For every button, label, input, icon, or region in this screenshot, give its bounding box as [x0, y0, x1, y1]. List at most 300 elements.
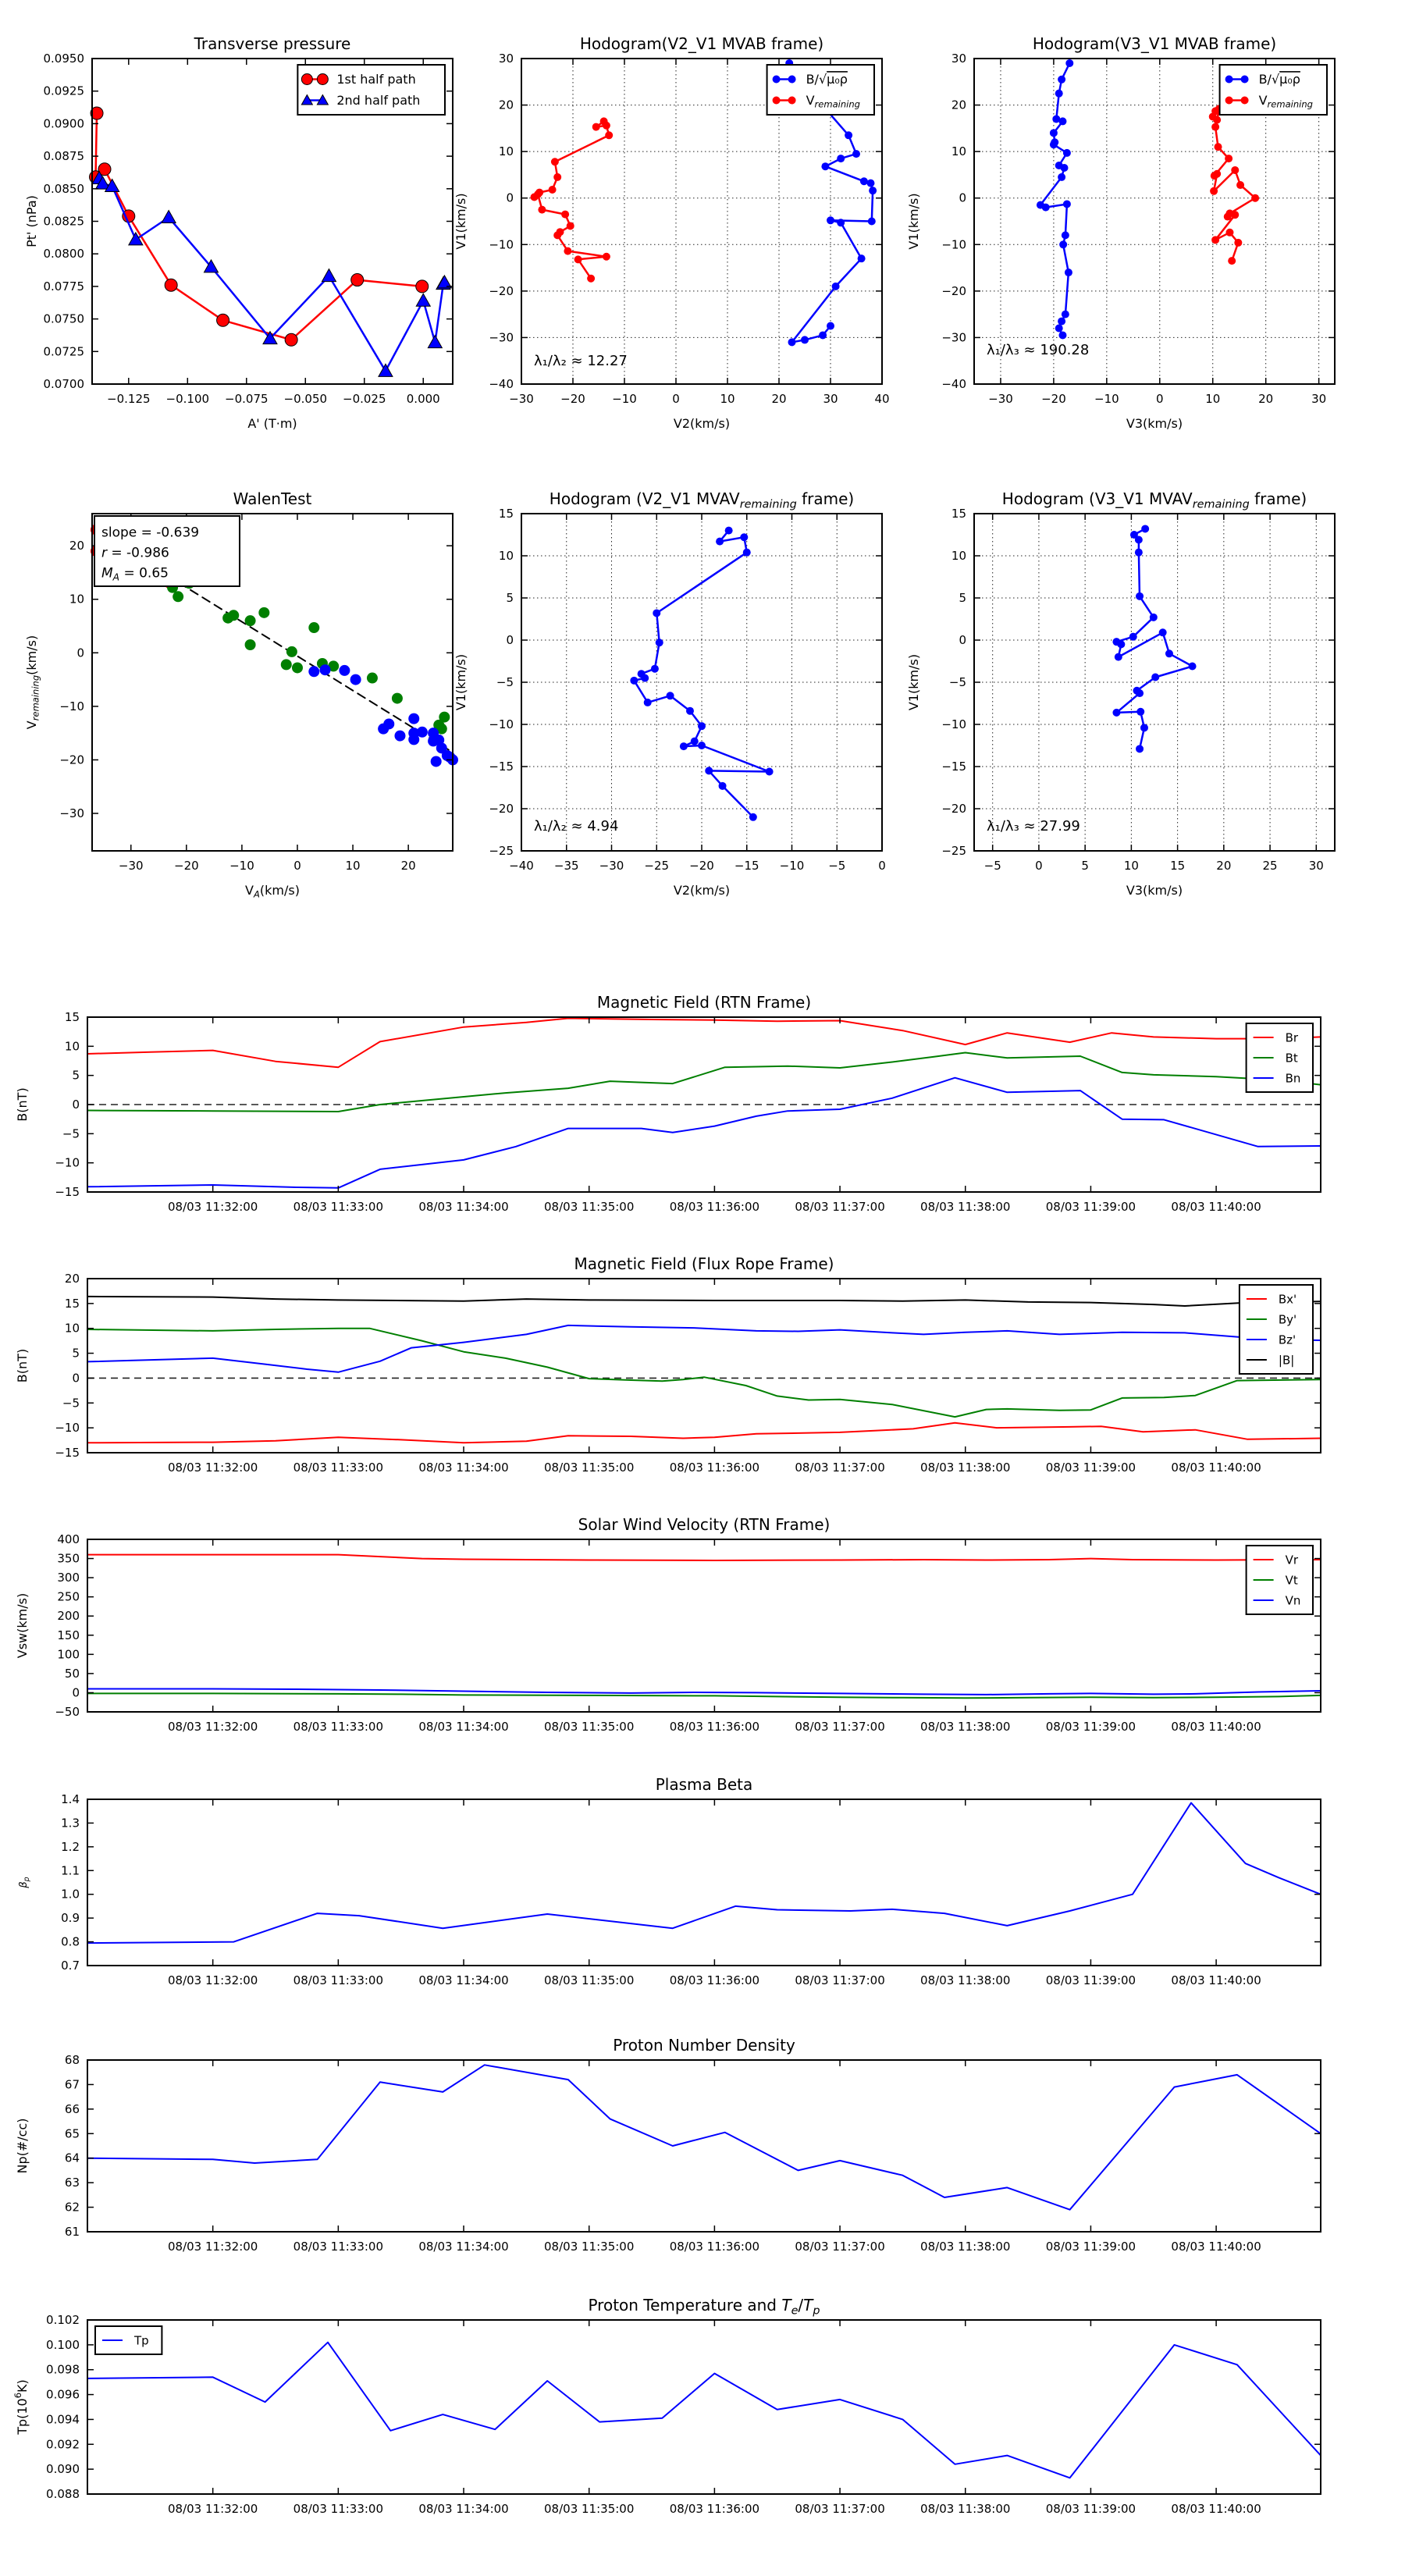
svg-text:−5: −5 — [828, 859, 846, 873]
svg-text:10: 10 — [498, 144, 514, 159]
series-vr — [87, 1555, 1321, 1560]
svg-text:5: 5 — [506, 591, 514, 605]
svg-text:15: 15 — [1170, 859, 1186, 873]
svg-text:64: 64 — [64, 2151, 80, 2165]
svg-text:08/03 11:35:00: 08/03 11:35:00 — [544, 1720, 635, 1734]
svg-text:MA = 0.65: $M_A = 0.65$ — [101, 565, 169, 583]
panel-plasma-beta — [18, 1775, 1321, 1987]
svg-text:−15: −15 — [55, 1185, 80, 1199]
y-axis-label — [12, 2379, 30, 2435]
svg-text:40: 40 — [874, 392, 890, 406]
series-last-interval — [308, 664, 458, 767]
series-alfven-speed — [1037, 59, 1073, 339]
svg-text:B/√μ₀ρ: B/√μ₀ρ — [1258, 72, 1300, 87]
svg-text:−30: −30 — [599, 859, 624, 873]
svg-text:08/03 11:34:00: 08/03 11:34:00 — [418, 1200, 509, 1214]
chart-title: Hodogram (V3_V1 $MVAV_{remaining}$ frame) — [1001, 489, 1307, 511]
y-axis-label — [24, 195, 39, 247]
svg-text:−10: −10 — [489, 237, 514, 252]
svg-text:Vr: Vr — [1285, 1553, 1299, 1567]
axes-spines — [87, 2060, 1321, 2232]
svg-text:−0.050: −0.050 — [283, 392, 328, 406]
svg-text:B/√μ₀ρ: B/√μ₀ρ — [806, 72, 848, 87]
tick-labels — [55, 1532, 1261, 1734]
svg-text:1.2: 1.2 — [61, 1839, 80, 1854]
svg-text:15: 15 — [64, 1296, 80, 1311]
svg-text:V1(km/s): V1(km/s) — [906, 653, 921, 711]
ticks — [87, 2060, 1321, 2232]
svg-text:−10: −10 — [55, 1155, 80, 1170]
svg-text:−10: −10 — [1094, 392, 1119, 406]
svg-text:−25: −25 — [644, 859, 670, 873]
svg-text:0: 0 — [76, 646, 84, 660]
svg-text:−20: −20 — [689, 859, 714, 873]
svg-text:15: 15 — [64, 1010, 80, 1024]
svg-text:08/03 11:36:00: 08/03 11:36:00 — [669, 1200, 760, 1214]
svg-text:15: 15 — [951, 507, 966, 521]
svg-text:0: 0 — [72, 1371, 80, 1386]
svg-text:B(nT): B(nT) — [15, 1087, 30, 1122]
svg-text:08/03 11:38:00: 08/03 11:38:00 — [920, 1461, 1011, 1475]
svg-text:−5: −5 — [496, 675, 514, 689]
tick-labels — [65, 2053, 1261, 2254]
svg-text:0.096: 0.096 — [46, 2387, 80, 2402]
svg-text:Br: Br — [1285, 1030, 1299, 1045]
svg-text:0.0900: 0.0900 — [43, 116, 84, 131]
svg-text:Vn: Vn — [1285, 1593, 1301, 1608]
svg-text:08/03 11:37:00: 08/03 11:37:00 — [795, 1461, 885, 1475]
svg-text:0.0700: 0.0700 — [43, 377, 84, 391]
svg-text:30: 30 — [951, 52, 966, 66]
svg-text:Tp: Tp — [134, 2333, 149, 2348]
svg-text:10: 10 — [345, 859, 361, 873]
svg-text:−30: −30 — [941, 330, 966, 345]
svg-text:08/03 11:36:00: 08/03 11:36:00 — [669, 1461, 760, 1475]
svg-text:−20: −20 — [941, 283, 966, 298]
svg-text:08/03 11:38:00: 08/03 11:38:00 — [920, 1720, 1011, 1734]
series-second-half-path — [92, 171, 451, 376]
svg-text:0: 0 — [72, 1098, 80, 1112]
svg-text:Bz': Bz' — [1278, 1332, 1297, 1347]
legend — [1240, 1285, 1313, 1374]
chart-title: Transverse pressure — [194, 34, 351, 53]
svg-text:0.090: 0.090 — [46, 2462, 80, 2477]
svg-text:−40: −40 — [941, 377, 966, 391]
svg-text:−10: −10 — [489, 717, 514, 731]
chart-title: Plasma Beta — [655, 1775, 753, 1794]
svg-text:20: 20 — [64, 1272, 80, 1286]
svg-text:08/03 11:33:00: 08/03 11:33:00 — [293, 2240, 384, 2254]
svg-text:15: 15 — [498, 507, 514, 521]
svg-text:100: 100 — [57, 1647, 80, 1662]
svg-text:λ₁/λ₂ ≈ 4.94: λ₁/λ₂ ≈ 4.94 — [534, 818, 619, 834]
x-axis-label: V2(km/s) — [673, 883, 731, 898]
svg-text:08/03 11:34:00: 08/03 11:34:00 — [418, 2240, 509, 2254]
svg-text:λ₁/λ₂ ≈ 12.27: λ₁/λ₂ ≈ 12.27 — [534, 353, 628, 369]
panel-transverse-pressure — [24, 34, 453, 431]
svg-text:−5: −5 — [984, 859, 1001, 873]
series-br — [87, 1019, 1321, 1068]
svg-text:400: 400 — [57, 1532, 80, 1546]
svg-text:08/03 11:36:00: 08/03 11:36:00 — [669, 2502, 760, 2516]
axes-spines — [87, 2320, 1321, 2494]
svg-text:−15: −15 — [489, 760, 514, 774]
y-axis-label — [906, 654, 921, 710]
svg-text:λ₁/λ₃ ≈ 27.99: λ₁/λ₃ ≈ 27.99 — [987, 818, 1080, 834]
svg-text:0: 0 — [1035, 859, 1043, 873]
series-bx-prime — [87, 1423, 1321, 1443]
svg-text:08/03 11:36:00: 08/03 11:36:00 — [669, 1720, 760, 1734]
x-axis-label: V3(km/s) — [1126, 416, 1183, 431]
svg-text:−10: −10 — [779, 859, 805, 873]
svg-text:0.7: 0.7 — [61, 1959, 80, 1973]
svg-text:−5: −5 — [62, 1126, 80, 1141]
svg-text:08/03 11:39:00: 08/03 11:39:00 — [1045, 1973, 1136, 1987]
svg-text:−10: −10 — [55, 1421, 80, 1436]
series-beta-p — [87, 1803, 1321, 1944]
y-axis-label — [24, 635, 41, 729]
series-by-prime — [87, 1329, 1321, 1417]
svg-text:0.102: 0.102 — [46, 2313, 80, 2327]
svg-text:V1(km/s): V1(km/s) — [906, 193, 921, 250]
panel-hodogram-v2v1-mvav — [454, 489, 886, 898]
svg-text:0.098: 0.098 — [46, 2362, 80, 2377]
svg-text:−20: −20 — [560, 392, 585, 406]
svg-text:30: 30 — [823, 392, 838, 406]
svg-text:08/03 11:40:00: 08/03 11:40:00 — [1171, 1973, 1261, 1987]
axes-spines — [87, 1539, 1321, 1712]
svg-text:0.0825: 0.0825 — [43, 214, 84, 229]
svg-text:V1(km/s): V1(km/s) — [454, 653, 468, 711]
svg-text:67: 67 — [64, 2077, 80, 2092]
svg-text:−30: −30 — [118, 859, 144, 873]
svg-text:62: 62 — [64, 2200, 80, 2215]
panel-walen-test — [24, 489, 458, 900]
panel-magnetic-field-flux-rope — [15, 1254, 1321, 1475]
svg-text:08/03 11:40:00: 08/03 11:40:00 — [1171, 2502, 1261, 2516]
svg-text:Pt' (nPa): Pt' (nPa) — [24, 195, 39, 247]
svg-text:−10: −10 — [612, 392, 637, 406]
svg-text:20: 20 — [498, 98, 514, 112]
svg-text:0: 0 — [1156, 392, 1164, 406]
y-axis-label — [18, 1877, 31, 1888]
svg-text:−15: −15 — [941, 760, 966, 774]
svg-text:08/03 11:32:00: 08/03 11:32:00 — [167, 2502, 258, 2516]
svg-text:10: 10 — [498, 549, 514, 563]
svg-text:0: 0 — [506, 190, 514, 205]
svg-text:By': By' — [1278, 1312, 1297, 1327]
svg-text:30: 30 — [1311, 392, 1327, 406]
y-axis-label — [15, 1593, 30, 1658]
svg-text:08/03 11:35:00: 08/03 11:35:00 — [544, 1200, 635, 1214]
svg-text:08/03 11:39:00: 08/03 11:39:00 — [1045, 2240, 1136, 2254]
svg-text:r = -0.986: r = -0.986 — [101, 545, 169, 561]
svg-text:10: 10 — [64, 1039, 80, 1054]
svg-text:08/03 11:32:00: 08/03 11:32:00 — [167, 1720, 258, 1734]
svg-text:250: 250 — [57, 1589, 80, 1604]
svg-text:08/03 11:37:00: 08/03 11:37:00 — [795, 1973, 885, 1987]
svg-text:10: 10 — [720, 392, 735, 406]
svg-text:−0.075: −0.075 — [225, 392, 269, 406]
svg-text:0.9: 0.9 — [61, 1911, 80, 1926]
svg-text:0.0725: 0.0725 — [43, 344, 84, 359]
svg-text:08/03 11:34:00: 08/03 11:34:00 — [418, 1973, 509, 1987]
svg-text:0.0875: 0.0875 — [43, 149, 84, 164]
svg-text:5: 5 — [959, 591, 966, 605]
svg-text:−15: −15 — [55, 1446, 80, 1460]
svg-text:1.3: 1.3 — [61, 1816, 80, 1831]
svg-text:350: 350 — [57, 1551, 80, 1566]
panel-hodogram-v2v1-mvab — [454, 34, 890, 431]
svg-text:−5: −5 — [62, 1396, 80, 1411]
svg-text:08/03 11:39:00: 08/03 11:39:00 — [1045, 1461, 1136, 1475]
svg-text:−30: −30 — [489, 330, 514, 345]
legend — [297, 65, 445, 115]
y-axis-label — [15, 1087, 30, 1121]
grid — [974, 514, 1335, 851]
svg-text:0: 0 — [672, 392, 680, 406]
svg-text:B(nT): B(nT) — [15, 1348, 30, 1383]
series-v-remaining — [1209, 105, 1259, 265]
x-axis-label: A' (T·m) — [247, 416, 297, 431]
svg-text:08/03 11:37:00: 08/03 11:37:00 — [795, 1720, 885, 1734]
svg-text:08/03 11:37:00: 08/03 11:37:00 — [795, 2502, 885, 2516]
svg-text:08/03 11:32:00: 08/03 11:32:00 — [167, 1973, 258, 1987]
svg-text:slope = -0.639: slope = -0.639 — [101, 525, 200, 541]
chart-title: Magnetic Field (Flux Rope Frame) — [574, 1254, 834, 1273]
svg-text:61: 61 — [64, 2225, 80, 2239]
panel-hodogram-v3v1-mvav — [906, 489, 1335, 898]
svg-text:10: 10 — [951, 144, 966, 159]
svg-text:10: 10 — [1205, 392, 1221, 406]
svg-text:−40: −40 — [489, 377, 514, 391]
panel-magnetic-field-rtn — [15, 993, 1321, 1214]
svg-text:−20: −20 — [941, 802, 966, 816]
svg-text:50: 50 — [64, 1666, 80, 1681]
legend — [1247, 1023, 1313, 1092]
svg-text:0: 0 — [878, 859, 886, 873]
legend — [1220, 65, 1327, 115]
svg-text:0.0950: 0.0950 — [43, 52, 84, 66]
chart-title: Magnetic Field (RTN Frame) — [596, 993, 812, 1012]
svg-text:Tp(106K): $Tp(10^6K)$ — [12, 2379, 30, 2435]
svg-text:08/03 11:32:00: 08/03 11:32:00 — [167, 1461, 258, 1475]
svg-text:Bt: Bt — [1285, 1051, 1298, 1066]
svg-text:Vremaining: $V_{remaining}$ — [806, 93, 860, 110]
svg-text:−30: −30 — [988, 392, 1013, 406]
axes-spines — [87, 1799, 1321, 1966]
svg-text:−0.100: −0.100 — [165, 392, 210, 406]
svg-text:10: 10 — [1123, 859, 1139, 873]
svg-text:−15: −15 — [734, 859, 759, 873]
ticks — [87, 1539, 1321, 1712]
svg-text:08/03 11:40:00: 08/03 11:40:00 — [1171, 1461, 1261, 1475]
svg-text:20: 20 — [400, 859, 416, 873]
y-axis-label — [15, 2119, 30, 2174]
chart-title: Proton Temperature and $T_e/T_p$ — [588, 2296, 820, 2318]
grid — [521, 514, 882, 851]
svg-text:0.100: 0.100 — [46, 2337, 80, 2352]
svg-text:0: 0 — [959, 190, 966, 205]
svg-text:63: 63 — [64, 2176, 80, 2190]
tick-labels — [46, 2313, 1261, 2516]
svg-text:08/03 11:38:00: 08/03 11:38:00 — [920, 1200, 1011, 1214]
svg-text:30: 30 — [498, 52, 514, 66]
svg-text:−20: −20 — [174, 859, 199, 873]
svg-text:08/03 11:37:00: 08/03 11:37:00 — [795, 1200, 885, 1214]
panel-solar-wind-velocity — [15, 1515, 1321, 1734]
svg-text:66: 66 — [64, 2101, 80, 2116]
svg-text:20: 20 — [69, 539, 84, 553]
annotation — [987, 818, 1080, 834]
svg-text:10: 10 — [64, 1321, 80, 1336]
svg-text:0.000: 0.000 — [406, 392, 440, 406]
svg-text:1.0: 1.0 — [61, 1887, 80, 1902]
svg-text:08/03 11:40:00: 08/03 11:40:00 — [1171, 1200, 1261, 1214]
svg-text:−25: −25 — [489, 844, 514, 858]
svg-text:200: 200 — [57, 1609, 80, 1624]
svg-text:08/03 11:33:00: 08/03 11:33:00 — [293, 2502, 384, 2516]
chart-title: Proton Number Density — [613, 2036, 795, 2055]
svg-text:2nd half path: 2nd half path — [336, 93, 421, 109]
annotation — [534, 353, 628, 369]
svg-text:−30: −30 — [59, 806, 84, 820]
svg-text:08/03 11:39:00: 08/03 11:39:00 — [1045, 1720, 1136, 1734]
svg-text:λ₁/λ₃ ≈ 190.28: λ₁/λ₃ ≈ 190.28 — [987, 342, 1090, 358]
svg-text:0.0925: 0.0925 — [43, 84, 84, 98]
svg-text:08/03 11:35:00: 08/03 11:35:00 — [544, 1461, 635, 1475]
svg-text:08/03 11:39:00: 08/03 11:39:00 — [1045, 1200, 1136, 1214]
svg-text:0.8: 0.8 — [61, 1934, 80, 1949]
svg-text:−40: −40 — [509, 859, 534, 873]
svg-text:08/03 11:36:00: 08/03 11:36:00 — [669, 2240, 760, 2254]
svg-text:08/03 11:34:00: 08/03 11:34:00 — [418, 1720, 509, 1734]
svg-text:08/03 11:34:00: 08/03 11:34:00 — [418, 1461, 509, 1475]
svg-text:08/03 11:38:00: 08/03 11:38:00 — [920, 1973, 1011, 1987]
svg-text:0.0800: 0.0800 — [43, 247, 84, 262]
svg-text:0.094: 0.094 — [46, 2412, 80, 2427]
annotation — [94, 516, 240, 586]
x-axis-label: V3(km/s) — [1126, 883, 1183, 898]
svg-text:08/03 11:40:00: 08/03 11:40:00 — [1171, 2240, 1261, 2254]
svg-text:08/03 11:33:00: 08/03 11:33:00 — [293, 1461, 384, 1475]
chart-title: Hodogram(V2_V1 MVAB frame) — [579, 34, 824, 53]
svg-text:−30: −30 — [509, 392, 534, 406]
svg-text:08/03 11:36:00: 08/03 11:36:00 — [669, 1973, 760, 1987]
svg-text:Np(#/cc): Np(#/cc) — [15, 2118, 30, 2174]
svg-text:20: 20 — [771, 392, 787, 406]
svg-text:150: 150 — [57, 1628, 80, 1642]
y-axis-label — [15, 1349, 30, 1382]
svg-text:0.0775: 0.0775 — [43, 279, 84, 294]
svg-text:−35: −35 — [553, 859, 579, 873]
svg-text:−10: −10 — [941, 237, 966, 252]
svg-text:08/03 11:33:00: 08/03 11:33:00 — [293, 1720, 384, 1734]
ticks — [87, 2320, 1321, 2494]
svg-text:0: 0 — [72, 1685, 80, 1700]
svg-text:0.0850: 0.0850 — [43, 181, 84, 196]
series-bn — [87, 1078, 1321, 1188]
svg-text:08/03 11:35:00: 08/03 11:35:00 — [544, 2502, 635, 2516]
ticks — [87, 1799, 1321, 1966]
svg-text:08/03 11:37:00: 08/03 11:37:00 — [795, 2240, 885, 2254]
panel-hodogram-v3v1-mvab — [906, 34, 1335, 431]
svg-text:−5: −5 — [948, 675, 966, 689]
legend — [767, 65, 874, 115]
svg-text:30: 30 — [1308, 859, 1324, 873]
svg-text:−20: −20 — [489, 802, 514, 816]
tick-labels — [59, 539, 415, 873]
svg-text:−10: −10 — [941, 717, 966, 731]
svg-text:0.0750: 0.0750 — [43, 311, 84, 326]
series-b-magnitude — [87, 1297, 1321, 1306]
svg-text:−10: −10 — [59, 699, 84, 713]
svg-text:0: 0 — [293, 859, 301, 873]
svg-text:−25: −25 — [941, 844, 966, 858]
y-axis-label — [906, 193, 921, 249]
y-axis-label — [454, 193, 468, 249]
series-v-remaining-hodogram — [1112, 525, 1196, 753]
series-tp — [87, 2343, 1321, 2478]
svg-text:−20: −20 — [489, 283, 514, 298]
svg-text:−10: −10 — [229, 859, 254, 873]
svg-text:1.1: 1.1 — [61, 1863, 80, 1878]
svg-text:300: 300 — [57, 1571, 80, 1585]
y-axis-label — [454, 654, 468, 710]
chart-title: Solar Wind Velocity (RTN Frame) — [578, 1515, 831, 1534]
svg-text:20: 20 — [1258, 392, 1274, 406]
chart-title: WalenTest — [233, 489, 312, 508]
svg-text:|B|: |B| — [1278, 1353, 1295, 1368]
svg-text:5: 5 — [1081, 859, 1089, 873]
panel-proton-number-density — [15, 2036, 1321, 2254]
svg-text:08/03 11:33:00: 08/03 11:33:00 — [293, 1973, 384, 1987]
svg-text:Vsw(km/s): Vsw(km/s) — [15, 1592, 30, 1659]
svg-text:1.4: 1.4 — [61, 1792, 80, 1806]
chart-title: Hodogram (V2_V1 $MVAV_{remaining}$ frame) — [549, 489, 855, 511]
svg-text:10: 10 — [951, 549, 966, 563]
svg-text:0.088: 0.088 — [46, 2487, 80, 2501]
svg-text:5: 5 — [72, 1068, 80, 1083]
x-axis-label: V2(km/s) — [673, 416, 731, 431]
svg-text:1st half path: 1st half path — [336, 72, 416, 87]
svg-text:08/03 11:38:00: 08/03 11:38:00 — [920, 2502, 1011, 2516]
panel-proton-temperature — [12, 2296, 1321, 2516]
svg-text:0.092: 0.092 — [46, 2437, 80, 2452]
svg-text:65: 65 — [64, 2126, 80, 2141]
svg-text:−20: −20 — [1041, 392, 1066, 406]
svg-text:−20: −20 — [59, 753, 84, 767]
svg-text:08/03 11:39:00: 08/03 11:39:00 — [1045, 2502, 1136, 2516]
svg-text:5: 5 — [72, 1346, 80, 1361]
series-v-remaining — [531, 117, 614, 282]
svg-text:Vremaining(km/s): $V_{remaining}(km/s)$ — [24, 635, 41, 730]
svg-text:20: 20 — [951, 98, 966, 112]
svg-text:08/03 11:32:00: 08/03 11:32:00 — [167, 1200, 258, 1214]
chart-title: Hodogram(V3_V1 MVAB frame) — [1032, 34, 1277, 53]
series-first-half-path — [90, 107, 429, 346]
svg-text:08/03 11:33:00: 08/03 11:33:00 — [293, 1200, 384, 1214]
series-bz-prime — [87, 1325, 1321, 1372]
svg-text:0: 0 — [506, 633, 514, 647]
svg-text:08/03 11:35:00: 08/03 11:35:00 — [544, 1973, 635, 1987]
annotation — [987, 342, 1089, 358]
series-np — [87, 2065, 1321, 2209]
legend — [1247, 1546, 1313, 1614]
x-axis-label: $V_A(km/s)$ — [245, 883, 300, 900]
svg-text:−0.125: −0.125 — [107, 392, 151, 406]
svg-text:Vt: Vt — [1285, 1573, 1298, 1588]
